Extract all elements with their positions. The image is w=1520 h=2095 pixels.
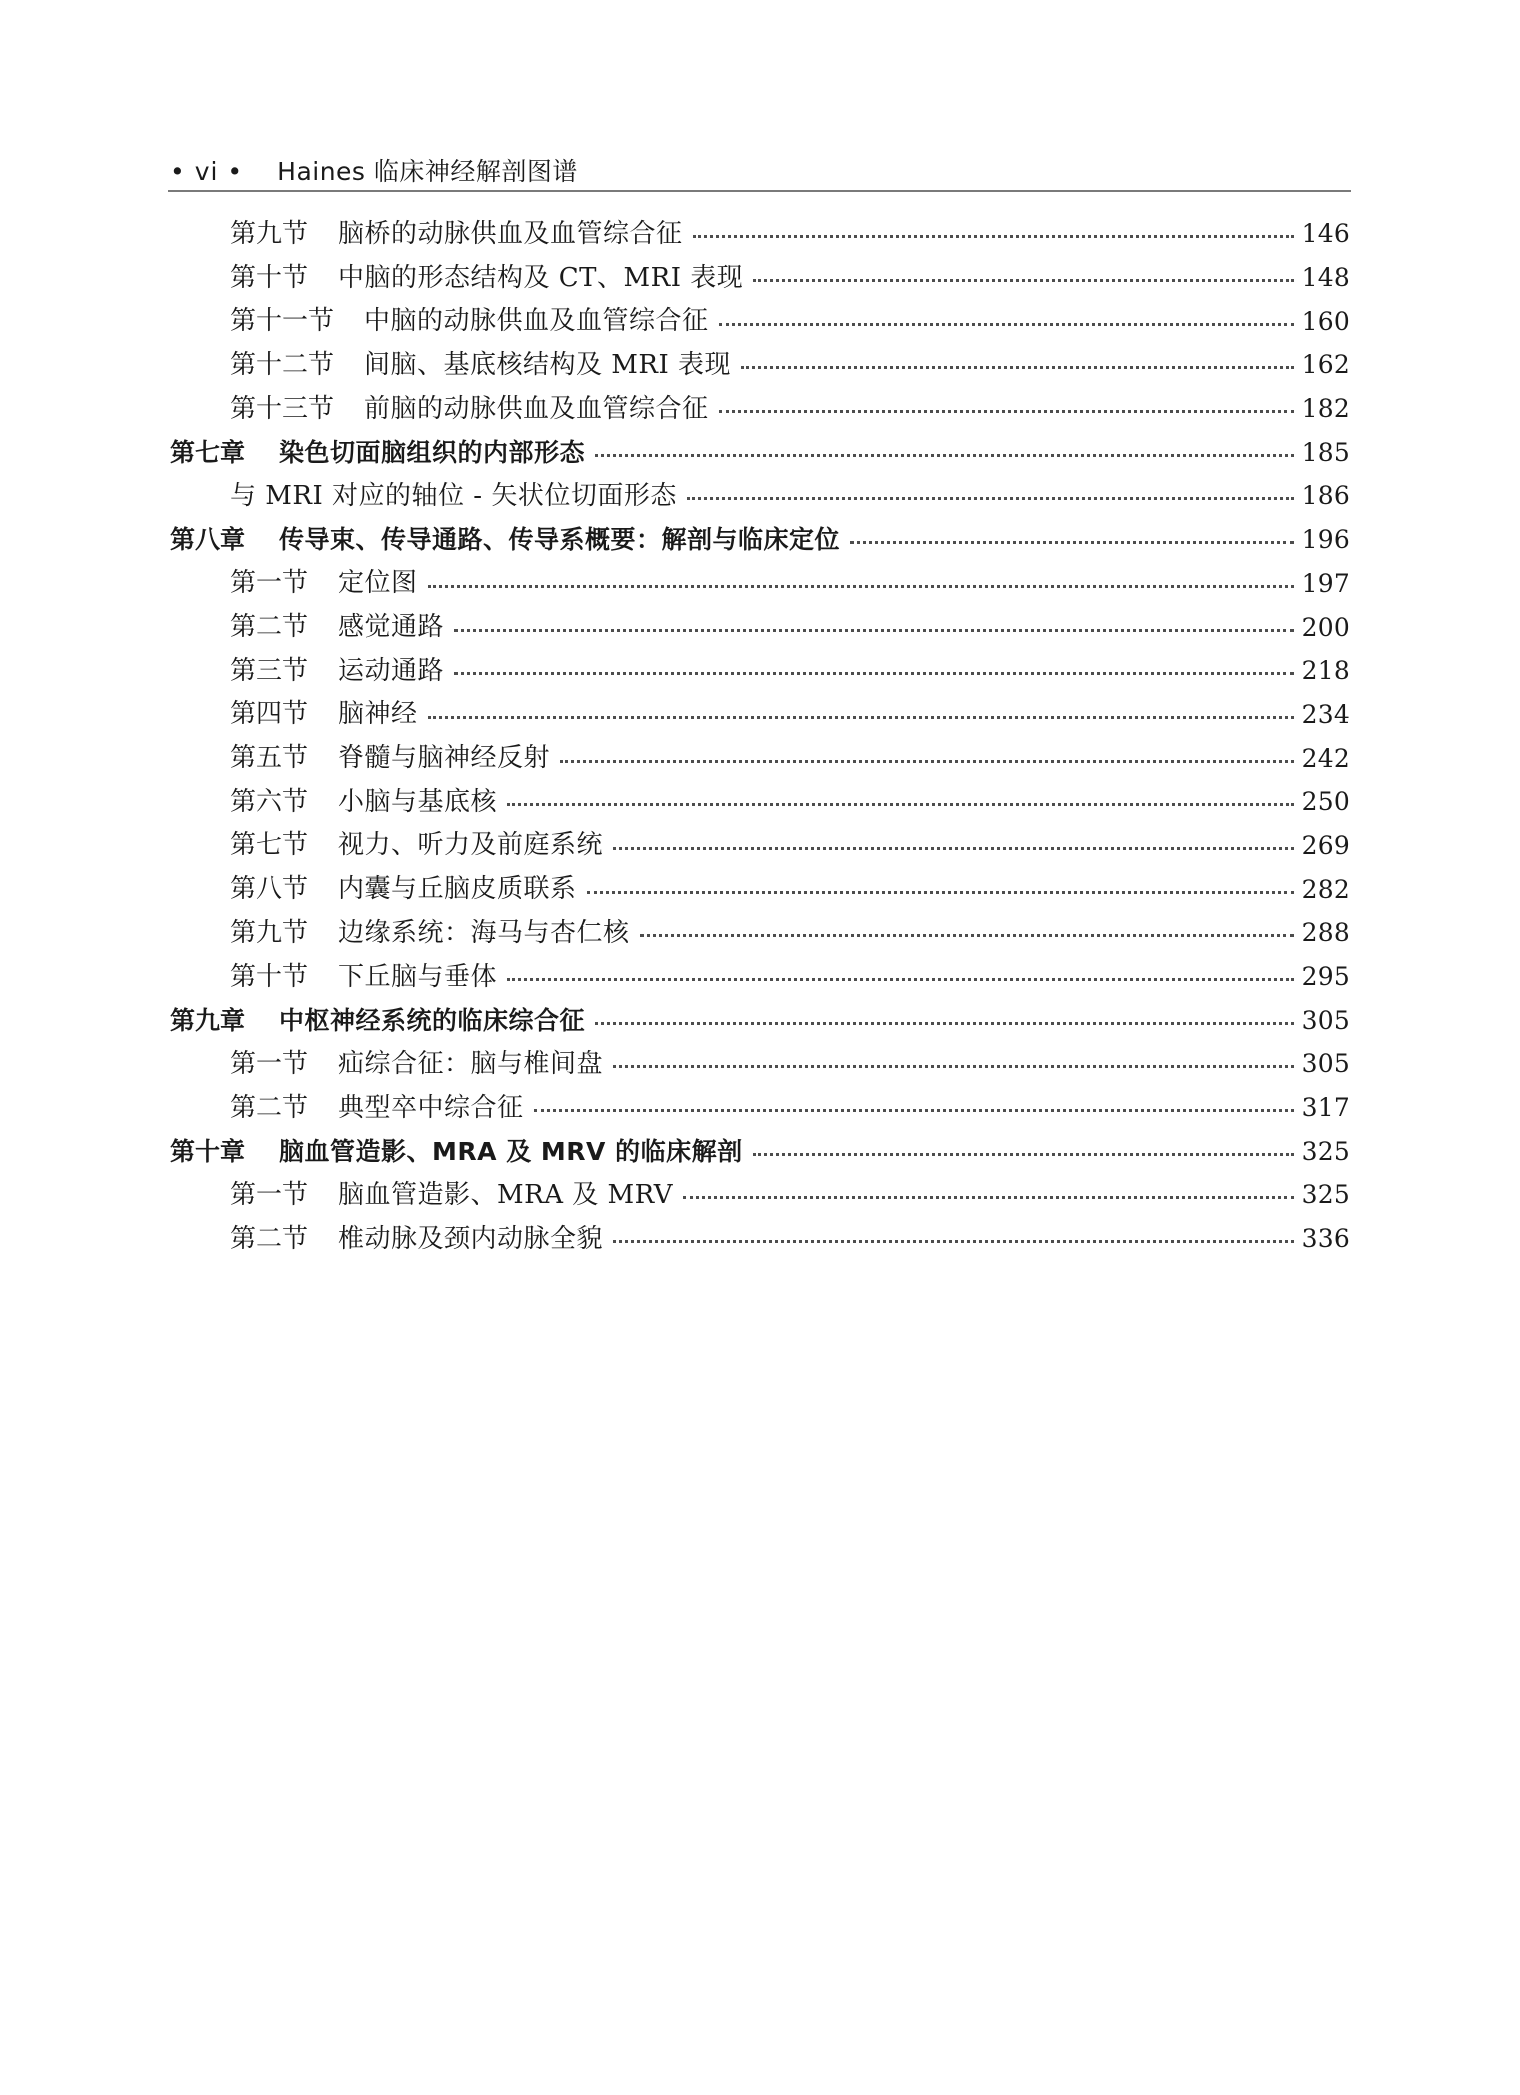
dot-leader — [428, 585, 1294, 588]
toc-section-entry — [170, 605, 1350, 649]
dot-leader — [687, 497, 1294, 500]
entry-page-number: 196 — [1301, 525, 1350, 555]
entry-title: 椎动脉及颈内动脉全貌 — [338, 1223, 604, 1254]
entry-label: 第十三节 — [230, 393, 335, 424]
entry-title: 运动通路 — [338, 655, 445, 686]
entry-page-number: 305 — [1301, 1049, 1350, 1079]
entry-label: 第二节 — [230, 1223, 309, 1254]
entry-label: 第八节 — [230, 874, 309, 905]
toc-section-entry — [170, 911, 1350, 955]
entry-page-number: 325 — [1301, 1136, 1350, 1166]
entry-label: 第五节 — [230, 743, 309, 774]
entry-title: 疝综合征：脑与椎间盘 — [338, 1048, 604, 1079]
toc-section-entry — [170, 474, 1350, 518]
entry-label: 第六节 — [230, 786, 309, 817]
dot-leader — [613, 1065, 1294, 1068]
dot-leader — [850, 541, 1294, 544]
entry-label: 第十二节 — [230, 349, 335, 380]
dot-leader — [693, 235, 1294, 238]
entry-title: 内囊与丘脑皮质联系 — [338, 874, 577, 905]
entry-title: 前脑的动脉供血及血管综合征 — [364, 393, 709, 424]
entry-page-number: 186 — [1301, 481, 1350, 511]
entry-label: 第十节 — [230, 262, 309, 293]
entry-label: 第八章 — [170, 525, 246, 555]
entry-page-number: 218 — [1301, 656, 1350, 686]
entry-label: 第七节 — [230, 830, 309, 861]
page-number: • vi • — [170, 157, 244, 186]
entry-title: 定位图 — [338, 568, 418, 599]
toc-section-entry — [170, 867, 1350, 911]
entry-title: 小脑与基底核 — [338, 786, 498, 817]
toc-section-entry — [170, 955, 1350, 999]
entry-title: 脑血管造影、MRA 及 MRV — [338, 1179, 674, 1210]
dot-leader — [753, 279, 1294, 282]
entry-page-number: 185 — [1301, 437, 1350, 467]
entry-title: 脑血管造影、MRA 及 MRV 的临床解剖 — [279, 1136, 743, 1166]
entry-label: 第九节 — [230, 917, 309, 948]
toc-section-entry — [170, 387, 1350, 431]
entry-title: 视力、听力及前庭系统 — [338, 830, 604, 861]
entry-page-number: 162 — [1301, 350, 1350, 380]
toc-section-entry — [170, 256, 1350, 300]
entry-page-number: 305 — [1301, 1005, 1350, 1035]
toc-chapter-entry — [170, 430, 1350, 474]
entry-title: 间脑、基底核结构及 MRI 表现 — [364, 349, 732, 380]
entry-label: 第七章 — [170, 437, 246, 467]
dot-leader — [683, 1196, 1294, 1199]
dot-leader — [719, 410, 1294, 413]
toc-chapter-entry — [170, 998, 1350, 1042]
entry-page-number: 317 — [1301, 1093, 1350, 1123]
entry-title: 脑桥的动脉供血及血管综合征 — [338, 218, 683, 249]
dot-leader — [534, 1109, 1294, 1112]
toc-section-entry — [170, 824, 1350, 868]
entry-page-number: 250 — [1301, 787, 1350, 817]
entry-title: 中脑的形态结构及 CT、MRI 表现 — [338, 262, 744, 293]
toc-section-entry — [170, 649, 1350, 693]
entry-label: 第四节 — [230, 699, 309, 730]
toc-section-entry — [170, 1217, 1350, 1261]
book-title: Haines 临床神经解剖图谱 — [277, 157, 578, 186]
entry-label: 第三节 — [230, 655, 309, 686]
entry-label: 第一节 — [230, 1179, 309, 1210]
entry-page-number: 148 — [1301, 263, 1350, 293]
dot-leader — [595, 1022, 1294, 1025]
dot-leader — [428, 716, 1294, 719]
entry-title: 传导束、传导通路、传导系概要：解剖与临床定位 — [279, 525, 841, 555]
entry-page-number: 242 — [1301, 743, 1350, 773]
entry-label: 第二节 — [230, 612, 309, 643]
toc-section-entry — [170, 780, 1350, 824]
toc-section-entry — [170, 1173, 1350, 1217]
entry-page-number: 200 — [1301, 612, 1350, 642]
entry-page-number: 288 — [1301, 918, 1350, 948]
toc-section-entry — [170, 736, 1350, 780]
entry-label: 第一节 — [230, 1048, 309, 1079]
toc-section-entry — [170, 212, 1350, 256]
entry-title: 感觉通路 — [338, 612, 445, 643]
entry-page-number: 269 — [1301, 830, 1350, 860]
dot-leader — [595, 454, 1294, 457]
entry-title: 下丘脑与垂体 — [338, 961, 498, 992]
entry-label: 第九节 — [230, 218, 309, 249]
entry-title: 中脑的动脉供血及血管综合征 — [364, 306, 709, 337]
dot-leader — [613, 1240, 1294, 1243]
entry-label: 第九章 — [170, 1005, 246, 1035]
entry-title: 脑神经 — [338, 699, 418, 730]
entry-label: 第二节 — [230, 1092, 309, 1123]
entry-title: 染色切面脑组织的内部形态 — [279, 437, 586, 467]
entry-label: 第十一节 — [230, 306, 335, 337]
toc-section-entry — [170, 1042, 1350, 1086]
dot-leader — [560, 760, 1294, 763]
entry-page-number: 234 — [1301, 699, 1350, 729]
toc-chapter-entry — [170, 1129, 1350, 1173]
toc-section-entry — [170, 343, 1350, 387]
entry-page-number: 282 — [1301, 874, 1350, 904]
dot-leader — [507, 803, 1294, 806]
header-rule — [168, 190, 1351, 192]
entry-page-number: 146 — [1301, 219, 1350, 249]
entry-title: 与 MRI 对应的轴位 - 矢状位切面形态 — [230, 480, 677, 511]
entry-title: 边缘系统：海马与杏仁核 — [338, 917, 630, 948]
table-of-contents — [170, 212, 1350, 1261]
dot-leader — [454, 629, 1294, 632]
entry-page-number: 336 — [1301, 1224, 1350, 1254]
dot-leader — [587, 891, 1294, 894]
dot-leader — [640, 934, 1294, 937]
toc-section-entry — [170, 299, 1350, 343]
entry-label: 第十章 — [170, 1136, 246, 1166]
entry-page-number: 325 — [1301, 1180, 1350, 1210]
dot-leader — [741, 366, 1294, 369]
dot-leader — [719, 323, 1294, 326]
entry-title: 脊髓与脑神经反射 — [338, 743, 551, 774]
entry-title: 典型卒中综合征 — [338, 1092, 524, 1123]
toc-section-entry — [170, 562, 1350, 606]
entry-title: 中枢神经系统的临床综合征 — [279, 1005, 586, 1035]
running-header — [170, 152, 1350, 188]
entry-label: 第一节 — [230, 568, 309, 599]
toc-chapter-entry — [170, 518, 1350, 562]
entry-page-number: 295 — [1301, 962, 1350, 992]
entry-page-number: 160 — [1301, 306, 1350, 336]
dot-leader — [454, 672, 1294, 675]
dot-leader — [613, 847, 1294, 850]
dot-leader — [753, 1153, 1294, 1156]
dot-leader — [507, 978, 1294, 981]
entry-page-number: 197 — [1301, 568, 1350, 598]
entry-page-number: 182 — [1301, 394, 1350, 424]
toc-section-entry — [170, 1086, 1350, 1130]
toc-section-entry — [170, 693, 1350, 737]
entry-label: 第十节 — [230, 961, 309, 992]
